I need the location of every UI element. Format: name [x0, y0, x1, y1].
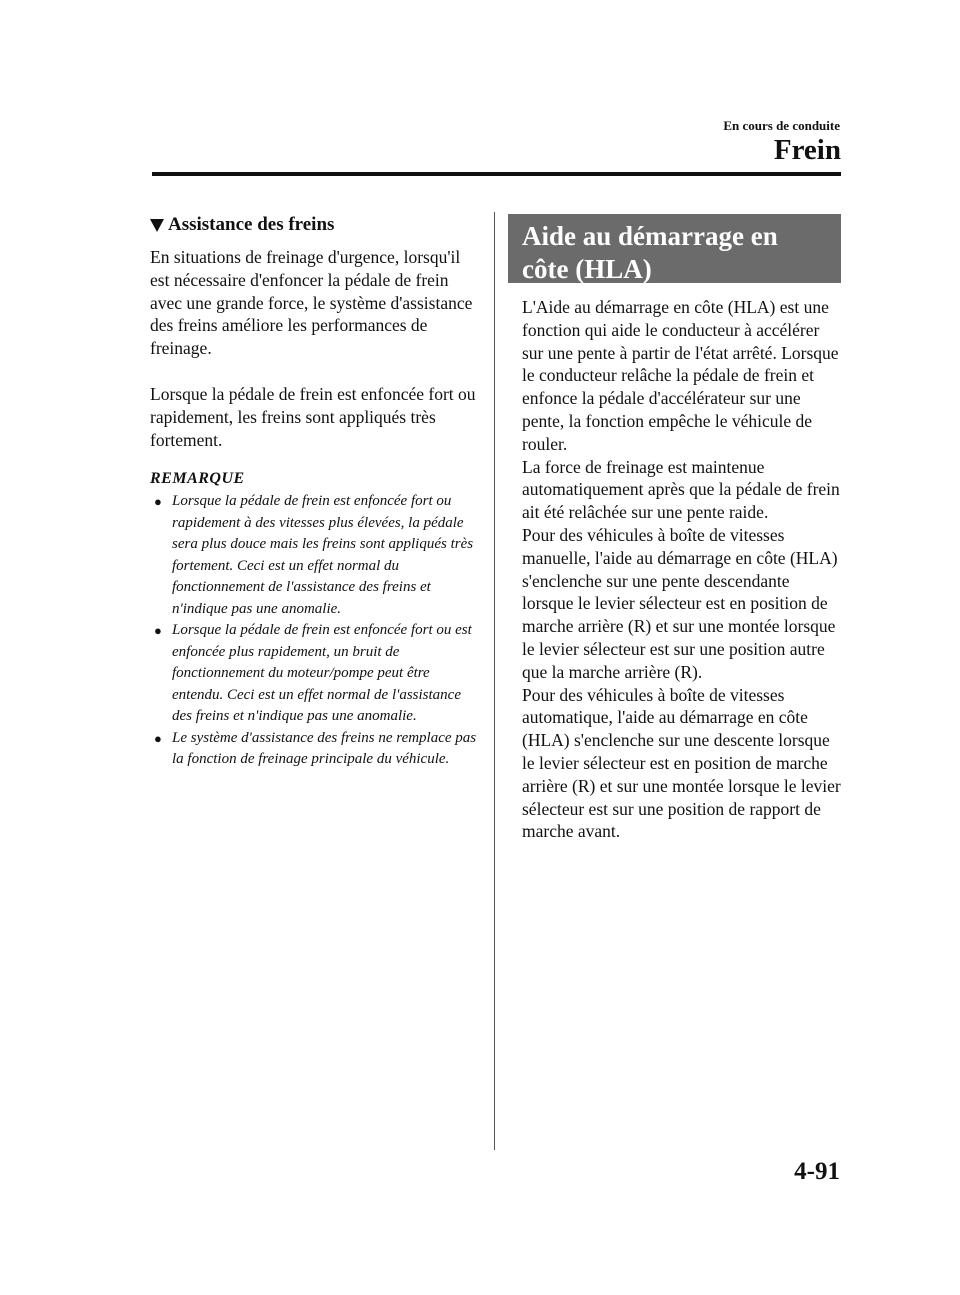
paragraph-brake-pressed: Lorsque la pédale de frein est enfoncée fort ou rapidement, les freins sont appliqués très fortement.: [150, 383, 476, 450]
section-header: En cours de conduite: [723, 118, 840, 133]
bullet-icon: ●: [154, 623, 162, 639]
down-triangle-icon: [150, 219, 164, 232]
note-text: Lorsque la pédale de frein est enfoncée fort ou rapidement à des vitesses plus élevées, la pédale sera plus douce mais les freins sont appliqués très fortement. Ceci est un effet normal du fonctionnement de l'assistance des freins et n'indique pas une anomalie.: [172, 493, 474, 617]
section-banner: Aide au démarrage en côte (HLA): [508, 214, 841, 283]
note-label: REMARQUE: [150, 470, 245, 488]
note-item: [150, 728, 480, 771]
bullet-icon: ●: [154, 494, 162, 510]
left-column: [150, 212, 480, 771]
note-text: Le système d'assistance des freins ne remplace pas la fonction de freinage principale du véhicule.: [172, 729, 477, 768]
note-list: [150, 491, 480, 771]
note-item: [150, 491, 480, 620]
subheading: [150, 212, 480, 238]
right-column: [508, 214, 842, 843]
subheading-text: Assistance des freins: [168, 214, 335, 235]
column-divider: [494, 212, 495, 1150]
page-number: 4-91: [794, 1158, 840, 1185]
header-rule: [152, 172, 841, 176]
paragraph-emergency-braking: En situations de freinage d'urgence, lorsqu'il est nécessaire d'enfoncer la pédale de frein avec une grande force, le système d'assistance des freins améliore les performances de freinage.: [150, 247, 473, 359]
hla-description: L'Aide au démarrage en côte (HLA) est une fonction qui aide le conducteur à accélérer sur une pente à partir de l'état arrêté. Lorsque le conducteur relâche la pédale de frein et enfonce la pédale d'accélérateur sur une pente, la fonction empêche le véhicule de rouler. La force de freinage est maintenue automatiquement après que la pédale de frein ait été relâchée sur une pente raide. Pour des véhicules à boîte de vitesses manuelle, l'aide au démarrage en côte (HLA) s'enclenche sur une pente descendante lorsque le levier sélecteur est en position de marche arrière (R) et sur une montée lorsque le levier sélecteur est sur une position autre que la marche arrière (R). Pour des véhicules à boîte de vitesses automatique, l'aide au démarrage en côte (HLA) s'enclenche sur une descente lorsque le levier sélecteur est en position de marche arrière (R) et sur une montée lorsque le levier sélecteur est sur une position de rapport de marche avant.: [522, 297, 841, 842]
page-title: Frein: [773, 134, 841, 166]
note-item: [150, 620, 480, 728]
note-text: Lorsque la pédale de frein est enfoncée fort ou est enfoncée plus rapidement, un bruit de fonctionnement du moteur/pompe peut être entendu. Ceci est un effet normal de l'assistance des freins et n'indique pas une anomalie.: [172, 622, 472, 725]
bullet-icon: ●: [154, 730, 162, 746]
